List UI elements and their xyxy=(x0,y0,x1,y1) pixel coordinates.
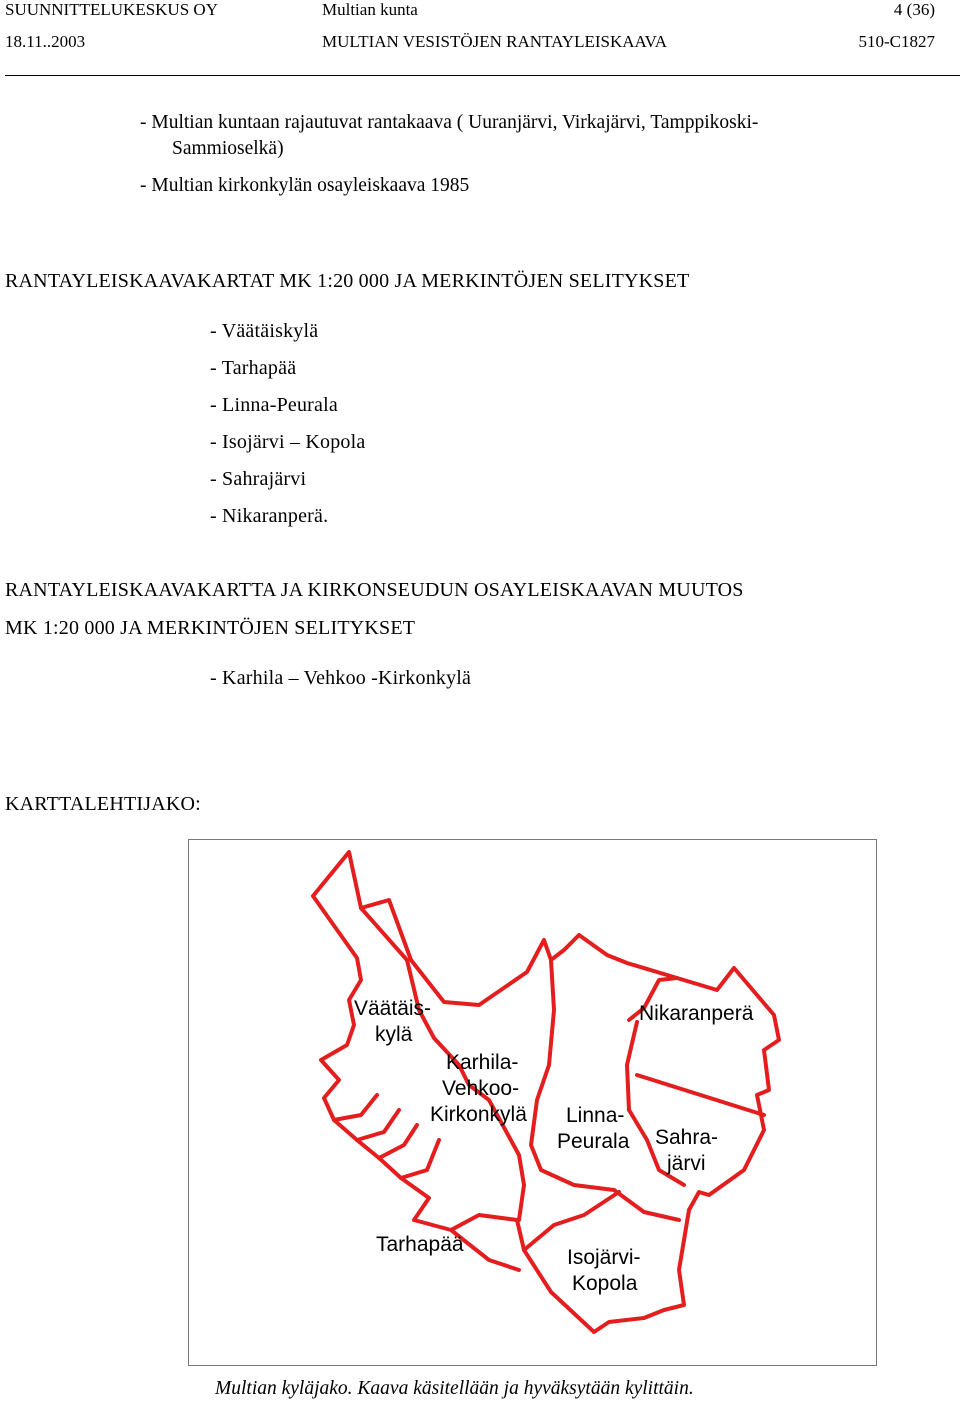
map-label-vaataiskyla: kylä xyxy=(375,1023,413,1046)
section3-heading: KARTTALEHTIJAKO: xyxy=(5,793,201,815)
map-label-isojarvi-kopola: Kopola xyxy=(572,1272,638,1295)
map-label-karhila: Kirkonkylä xyxy=(430,1103,527,1126)
section2-heading-line-2: MK 1:20 000 JA MERKINTÖJEN SELITYKSET xyxy=(5,617,416,639)
section2-heading-line-1: RANTAYLEISKAAVAKARTTA JA KIRKONSEUDUN OSAYLEISKAAVAN MUUTOS xyxy=(5,579,744,601)
section2-item: - Karhila – Vehkoo -Kirkonkylä xyxy=(210,667,472,689)
intro-item-1-line-2: Sammioselkä) xyxy=(172,138,284,159)
map-label-linna-peurala: Peurala xyxy=(557,1130,630,1153)
intro-item-1-line-1: - Multian kuntaan rajautuvat rantakaava ( Uuranjärvi, Virkajärvi, Tamppikoski- xyxy=(140,112,759,133)
header-divider xyxy=(5,75,960,76)
header-document-title: MULTIAN VESISTÖJEN RANTAYLEISKAAVA xyxy=(322,32,667,51)
map-label-vaataiskyla: Väätäis- xyxy=(354,997,432,1020)
section1-item: - Tarhapää xyxy=(210,357,297,379)
map-label-tarhapaa: Tarhapää xyxy=(376,1233,464,1256)
section1-item: - Sahrajärvi xyxy=(210,468,307,490)
map-label-linna-peurala: Linna- xyxy=(566,1104,625,1127)
map-labels xyxy=(354,997,754,1295)
map-svg xyxy=(189,840,878,1367)
intro-item-2: - Multian kirkonkylän osayleiskaava 1985 xyxy=(140,175,470,196)
section1-item: - Linna-Peurala xyxy=(210,394,338,416)
map-label-nikaranpera: Nikaranperä xyxy=(639,1002,754,1025)
section1-heading: RANTAYLEISKAAVAKARTAT MK 1:20 000 JA MERKINTÖJEN SELITYKSET xyxy=(5,270,690,292)
map-label-sahrajarvi: järvi xyxy=(667,1152,706,1175)
header-date: 18.11..2003 xyxy=(5,32,86,51)
header-page-number: 4 (36) xyxy=(893,0,935,19)
map-boundaries xyxy=(313,852,779,1332)
section1-item: - Isojärvi – Kopola xyxy=(210,431,366,453)
section1-item: - Nikaranperä. xyxy=(210,505,329,527)
section1-item: - Väätäiskylä xyxy=(210,320,319,342)
outer-boundary xyxy=(313,852,779,1332)
header-document-code: 510-C1827 xyxy=(858,32,935,51)
map-label-karhila: Karhila- xyxy=(446,1051,519,1074)
map-label-karhila: Vehkoo- xyxy=(442,1077,520,1100)
map-label-sahrajarvi: Sahra- xyxy=(655,1126,719,1149)
header-company: SUUNNITTELUKESKUS OY xyxy=(5,0,218,19)
village-division-map xyxy=(188,839,877,1366)
map-label-isojarvi-kopola: Isojärvi- xyxy=(567,1246,641,1269)
map-caption: Multian kyläjako. Kaava käsitellään ja hyväksytään kylittäin. xyxy=(215,1378,694,1399)
header-municipality: Multian kunta xyxy=(322,0,418,19)
